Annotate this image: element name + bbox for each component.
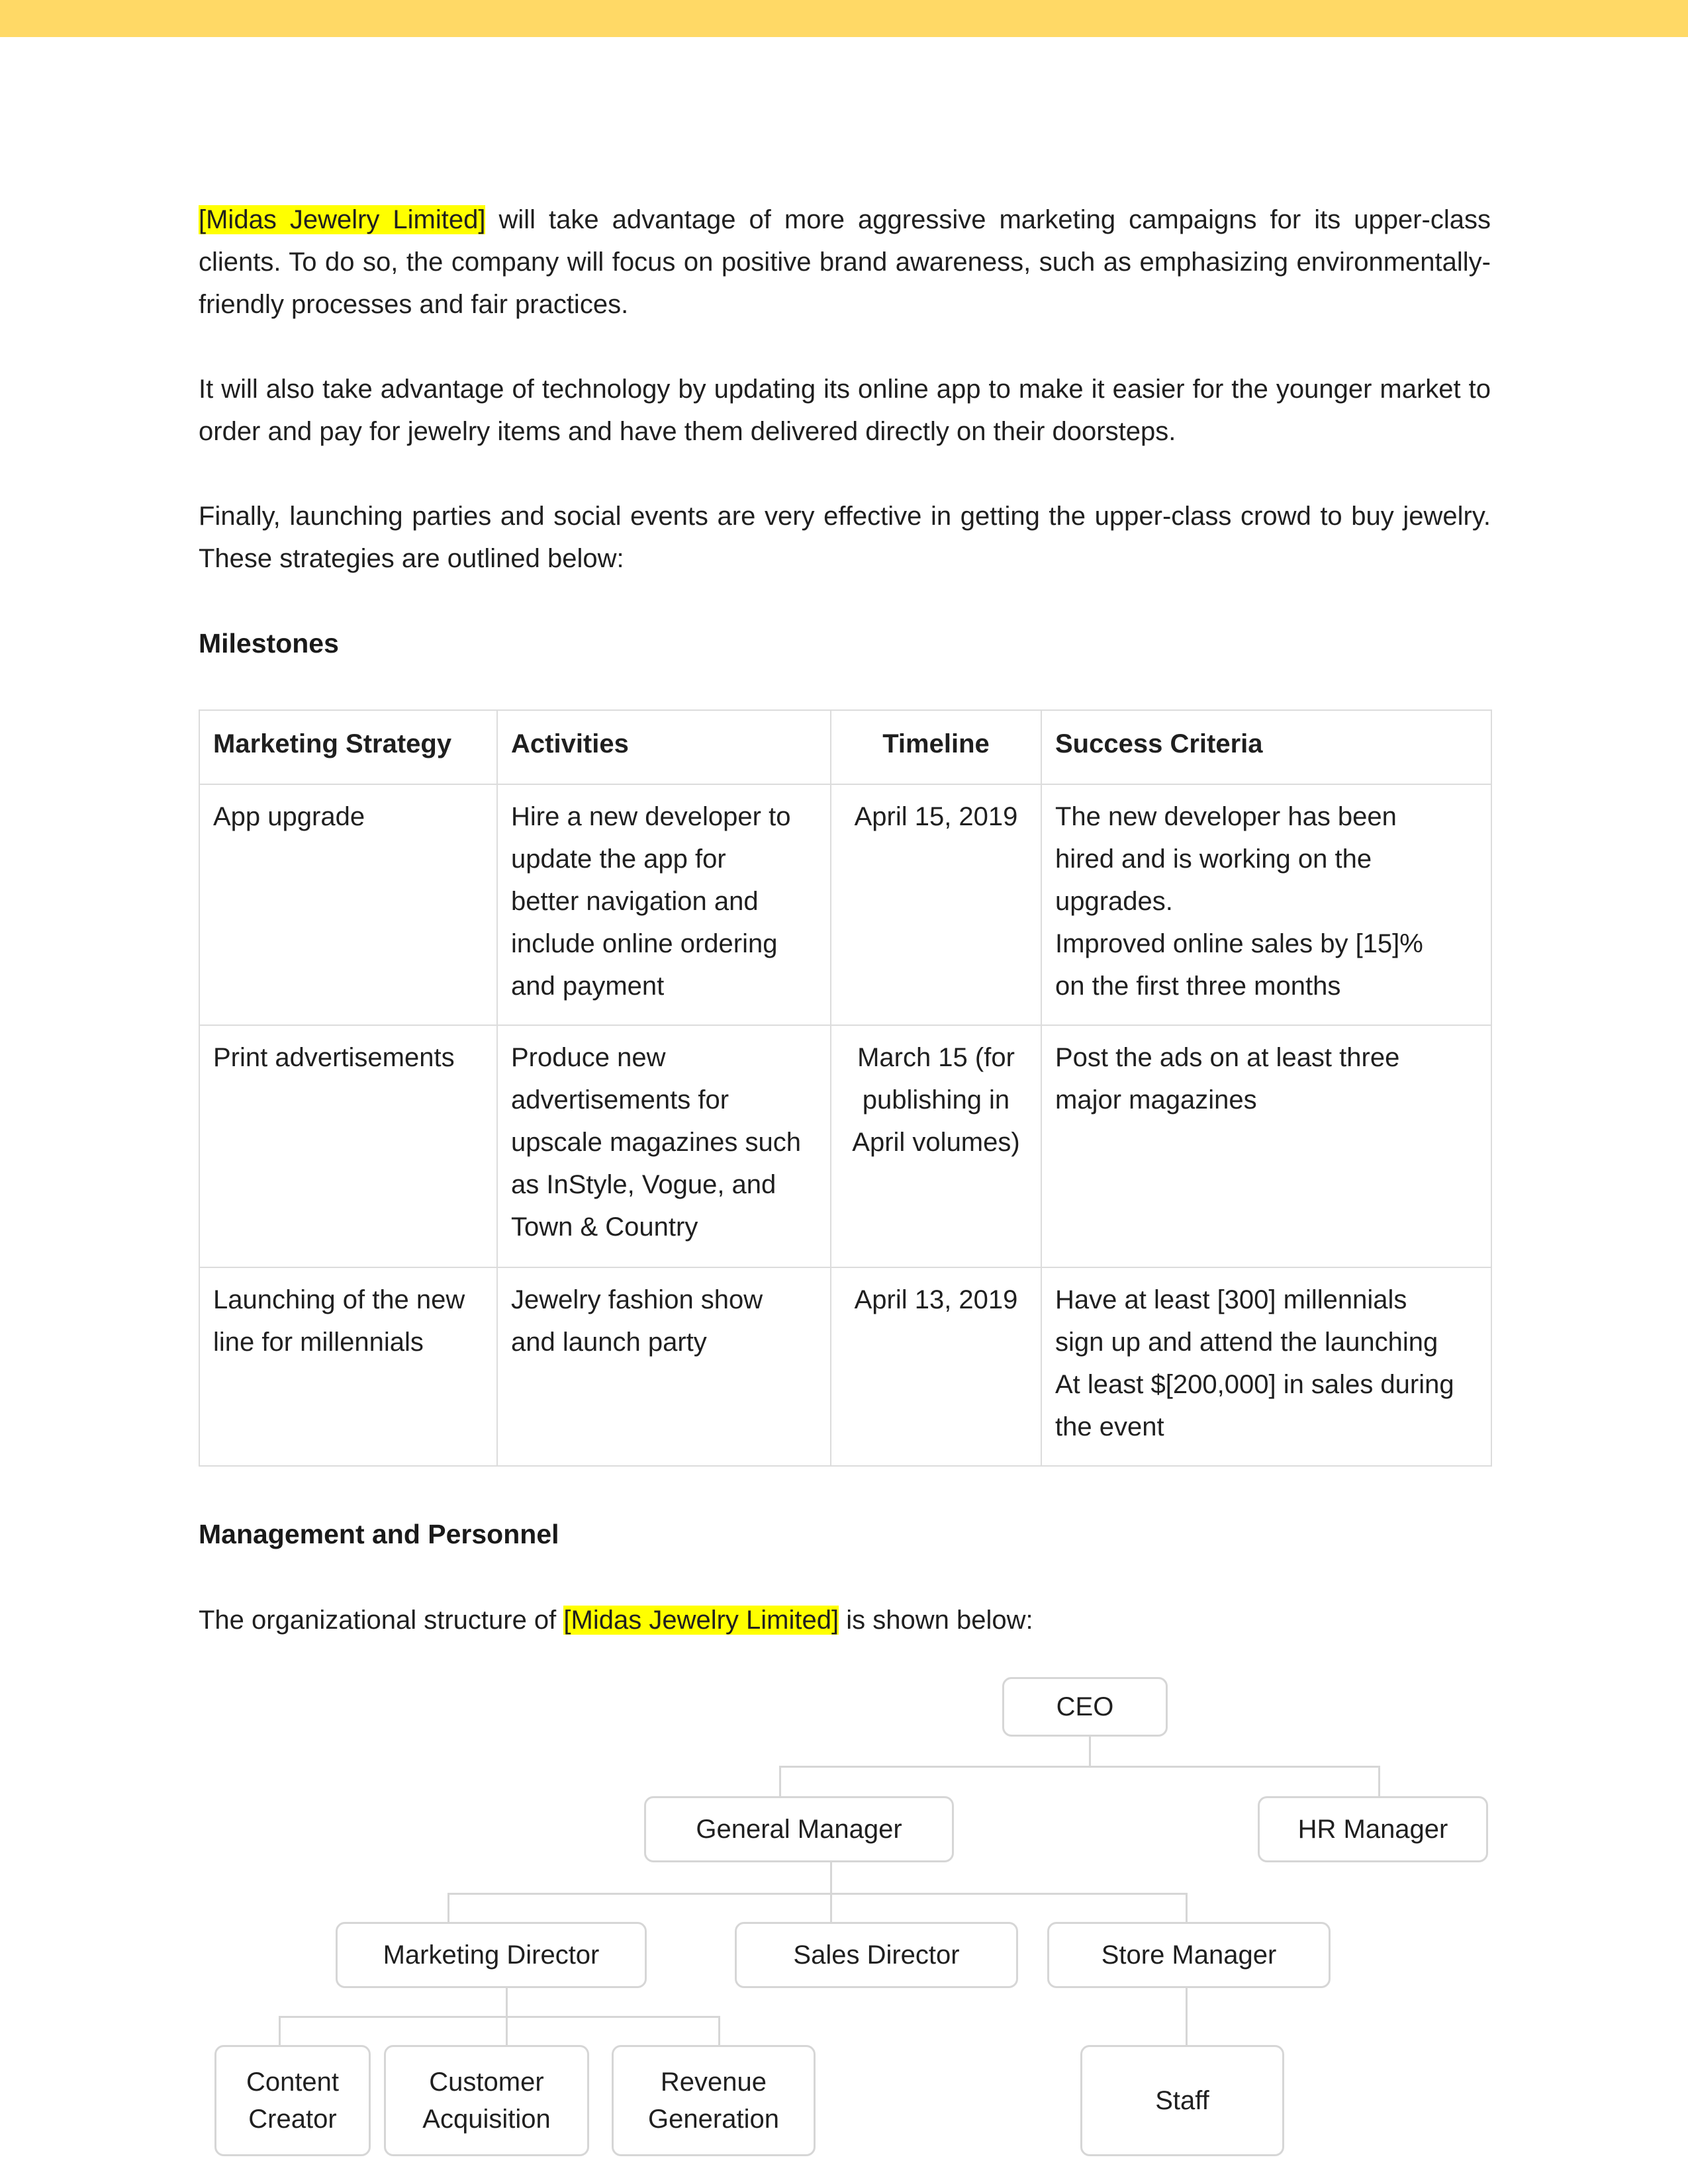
connector-store-down: [1186, 1987, 1188, 2046]
org-label-general-manager: General Manager: [696, 1815, 902, 1844]
org-box-general-manager: [644, 1796, 954, 1862]
cell-text-line: Jewelry fashion show: [511, 1285, 763, 1314]
org-box-store-manager: [1047, 1922, 1331, 1988]
cell-text-line: include online ordering: [511, 929, 778, 958]
cell-text-line: The new developer has been: [1055, 802, 1397, 831]
cell-text-line: advertisements for: [511, 1085, 729, 1115]
connector-to-content: [279, 2016, 281, 2046]
connector-to-hr: [1378, 1766, 1380, 1796]
connector-to-store: [1186, 1893, 1188, 1923]
cell-text-line: Launching of the new: [213, 1285, 465, 1314]
org-label-content-line2: Creator: [248, 2105, 337, 2134]
management-intro-after: is shown below:: [839, 1606, 1033, 1635]
org-box-hr-manager: [1258, 1796, 1488, 1862]
cell-text-line: At least $[200,000] in sales during: [1055, 1370, 1454, 1399]
org-box-revenue-generation: [612, 2045, 816, 2156]
cell-text-line: Hire a new developer to: [511, 802, 791, 831]
org-box-staff: [1080, 2045, 1284, 2156]
cell-text-line: March 15 (for: [857, 1043, 1015, 1072]
connector-ceo-down: [1089, 1735, 1091, 1767]
management-intro-before: The organizational structure of: [199, 1606, 564, 1635]
org-label-customer-line2: Acquisition: [422, 2105, 551, 2134]
cell-text-line: Town & Country: [511, 1212, 698, 1242]
org-box-sales-director: [735, 1922, 1018, 1988]
connector-to-customer: [506, 2016, 508, 2046]
cell-text-line: update the app for: [511, 844, 726, 874]
connector-marketing-bar: [279, 2016, 720, 2018]
org-label-revenue-line1: Revenue: [660, 2068, 767, 2097]
cell-text-line: Print advertisements: [213, 1043, 455, 1072]
connector-gm-down: [830, 1861, 832, 1894]
connector-ceo-bar: [779, 1766, 1380, 1768]
cell-text-line: as InStyle, Vogue, and: [511, 1170, 776, 1199]
org-label-ceo: CEO: [1056, 1692, 1114, 1721]
cell-text-line: April 13, 2019: [854, 1285, 1018, 1314]
org-label-store-manager: Store Manager: [1101, 1940, 1277, 1970]
intro-paragraph-2: It will also take advantage of technology by updating its online app to make it easier for the younger market to order and pay for jewelry items and have them delivered directly on their doorsteps.: [199, 375, 1491, 446]
intro-paragraph-3: Finally, launching parties and social events are very effective in getting the upper-class crowd to buy jewelry. These strategies are outlined below:: [199, 502, 1491, 573]
company-name-highlight: [Midas Jewelry Limited]: [199, 205, 486, 234]
cell-text-line: April 15, 2019: [854, 802, 1018, 831]
cell-text-line: line for millennials: [213, 1328, 424, 1357]
org-label-staff: Staff: [1155, 2086, 1209, 2115]
cell-text-line: Improved online sales by [15]%: [1055, 929, 1423, 958]
org-label-customer-line1: Customer: [429, 2068, 544, 2097]
cell-text-line: on the first three months: [1055, 972, 1341, 1001]
connector-to-marketing: [447, 1893, 449, 1923]
intro-paragraph-1-text: will take advantage of more aggressive marketing campaigns for its upper-class clients. To do so, the company will focus on positive brand awareness, such as emphasizing environmentally-friendly processes and fair practices.: [199, 205, 1491, 319]
cell-text-line: and launch party: [511, 1328, 707, 1357]
connector-to-gm: [779, 1766, 781, 1796]
cell-text-line: April volumes): [852, 1128, 1020, 1157]
column-header-timeline: Timeline: [831, 710, 1041, 784]
org-box-customer-acquisition: [384, 2045, 589, 2156]
cell-text-line: publishing in: [862, 1085, 1010, 1115]
cell-text-line: Have at least [300] millennials: [1055, 1285, 1407, 1314]
cell-text-line: upgrades.: [1055, 887, 1173, 916]
cell-text-line: major magazines: [1055, 1085, 1257, 1115]
org-label-sales-director: Sales Director: [793, 1940, 960, 1970]
cell-text-line: the event: [1055, 1412, 1164, 1441]
connector-marketing-down: [506, 1987, 508, 2017]
org-label-content-line1: Content: [246, 2068, 340, 2097]
cell-text-line: upscale magazines such: [511, 1128, 802, 1157]
column-header-activities: Activities: [497, 710, 831, 784]
org-box-marketing-director: [336, 1922, 647, 1988]
cell-text-line: hired and is working on the: [1055, 844, 1372, 874]
cell-text-line: App upgrade: [213, 802, 365, 831]
cell-text-line: and payment: [511, 972, 665, 1001]
connector-to-sales: [830, 1893, 832, 1923]
connector-to-revenue: [718, 2016, 720, 2046]
company-name-highlight-2: [Midas Jewelry Limited]: [563, 1606, 839, 1635]
cell-text-line: sign up and attend the launching: [1055, 1328, 1438, 1357]
org-box-ceo: [1002, 1677, 1168, 1737]
cell-text-line: better navigation and: [511, 887, 759, 916]
org-box-content-creator: [214, 2045, 371, 2156]
milestones-heading: Milestones: [199, 628, 339, 659]
org-label-marketing-director: Marketing Director: [383, 1940, 600, 1970]
cell-text-line: Post the ads on at least three: [1055, 1043, 1400, 1072]
org-label-revenue-line2: Generation: [648, 2105, 779, 2134]
connector-gm-bar: [447, 1893, 1188, 1895]
management-heading: Management and Personnel: [199, 1519, 559, 1549]
cell-text-line: Produce new: [511, 1043, 666, 1072]
org-label-hr-manager: HR Manager: [1297, 1815, 1448, 1844]
column-header-strategy: Marketing Strategy: [199, 710, 497, 784]
column-header-criteria: Success Criteria: [1041, 710, 1491, 784]
